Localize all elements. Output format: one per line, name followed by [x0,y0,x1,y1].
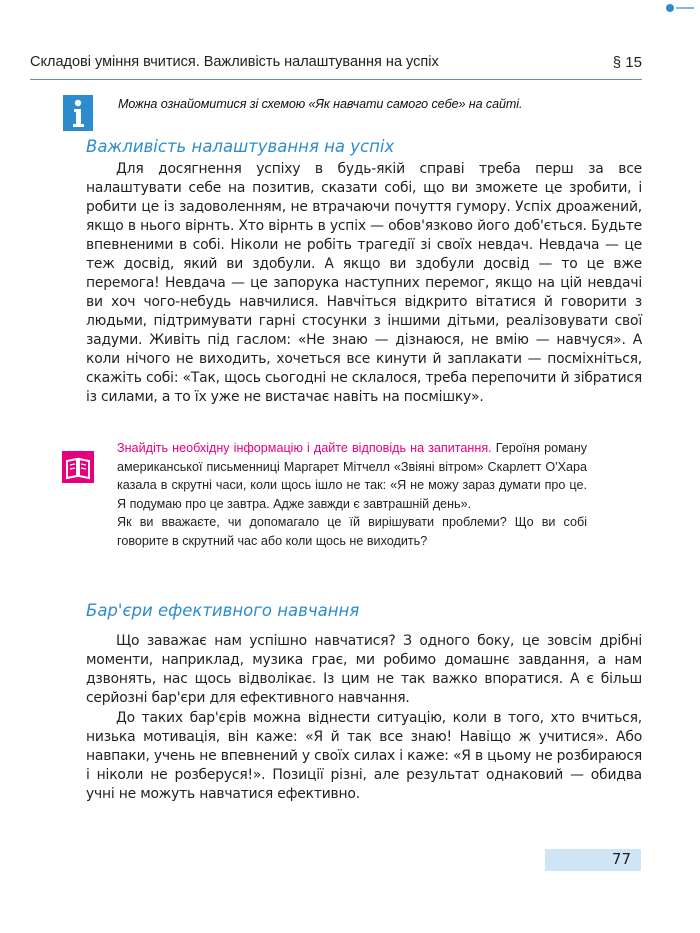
section-number: § 15 [612,54,642,71]
section-heading-importance: Важливість налаштування на успіх [86,137,395,156]
section-paragraph: До таких бар'єрів можна віднести ситуацію, коли в того, хто вчиться, низька мотивація, він каже: «Я й так все знаю! Навіщо ж учитися». Або навпаки, учень не впевнений у своїх силах і каже: «Я в цьому не розбираюся і ніколи не розберуся!». Позиції різні, але результат однаковий — обидва учні не можуть навчатися ефективно. [86,710,642,802]
publisher-logo-icon [664,2,696,14]
task-question: Як ви вважаєте, чи допомагало це їй вирішувати проблеми? Що ви собі говорите в скрутний час або коли щось не виходить? [117,515,587,548]
section-paragraph: Для досягнення успіху в будь-якій справі треба перш за все налаштувати себе на позитив, сказати собі, що ви зможете це зробити, і робити це із задоволенням, не втрачаючи почуття гумору. Успіх дроажений, якщо в нього вірнть. Хто вірнть в успіх — обов'язково його доб'ється. Будьте впевненими в собі. Ніколи не робіть трагедії зі своїх невдач. Невдача — це теж досвід, який ви здобули. А якщо ви здобули досвід — то це вже перемога! Невдача — це запорука наступних перемог, якщо на цій невдачі ви хоч чого-небудь навчилися. Навчіться відкрито вітатися й говорити з людьми, підтримувати гарні стосунки з іншими дітьми, реалізовувати свої задуми. Живіть під гаслом: «Не знаю — дізнаюся, не вмію — навчуся». А коли нічого не виходить, хочеться все кинути й заплакати — посміхніться, скажіть собі: «Так, щось сьогодні не склалося, треба перепочити й зібратися із силами, а то їх уже не вистачає навіть на посмішку». [86,161,642,405]
task-instruction: Знайдіть необхідну інформацію і дайте відповідь на запитання. [117,441,492,455]
info-icon [63,95,93,131]
section-paragraph: Що заважає нам успішно навчатися? З одного боку, це зовсім дрібні моменти, наприклад, музика грає, ми робимо домашнє завдання, а нам дзвонять, нас щось відволікає. Із цим не так важко впоратися. А є більш серйозні бар'єри для ефективного навчання. [86,633,642,706]
running-header [30,54,642,76]
page-number-box [545,849,641,871]
section-heading-barriers: Бар'єри ефективного навчання [86,601,360,620]
task-paragraph [117,439,587,513]
page-number: 77 [611,850,631,868]
task-block [117,439,587,551]
info-note-text: Можна ознайомитися зі схемою «Як навчати самого себе» на сайті. [118,97,523,111]
header-divider [30,79,642,80]
task-text: Героїня роману американської письменниці Маргарет Мітчелл «Звіяні вітром» Скарлетт О'Хара казала в скрутні часи, коли щось ішло не так: «Я не можу зараз думати про це. Я подумаю про це завтра. Адже завжди є завтрашній день». [117,441,587,511]
book-icon [62,451,94,483]
header-title: Складові уміння вчитися. Важливість налаштування на успіх [30,54,439,70]
